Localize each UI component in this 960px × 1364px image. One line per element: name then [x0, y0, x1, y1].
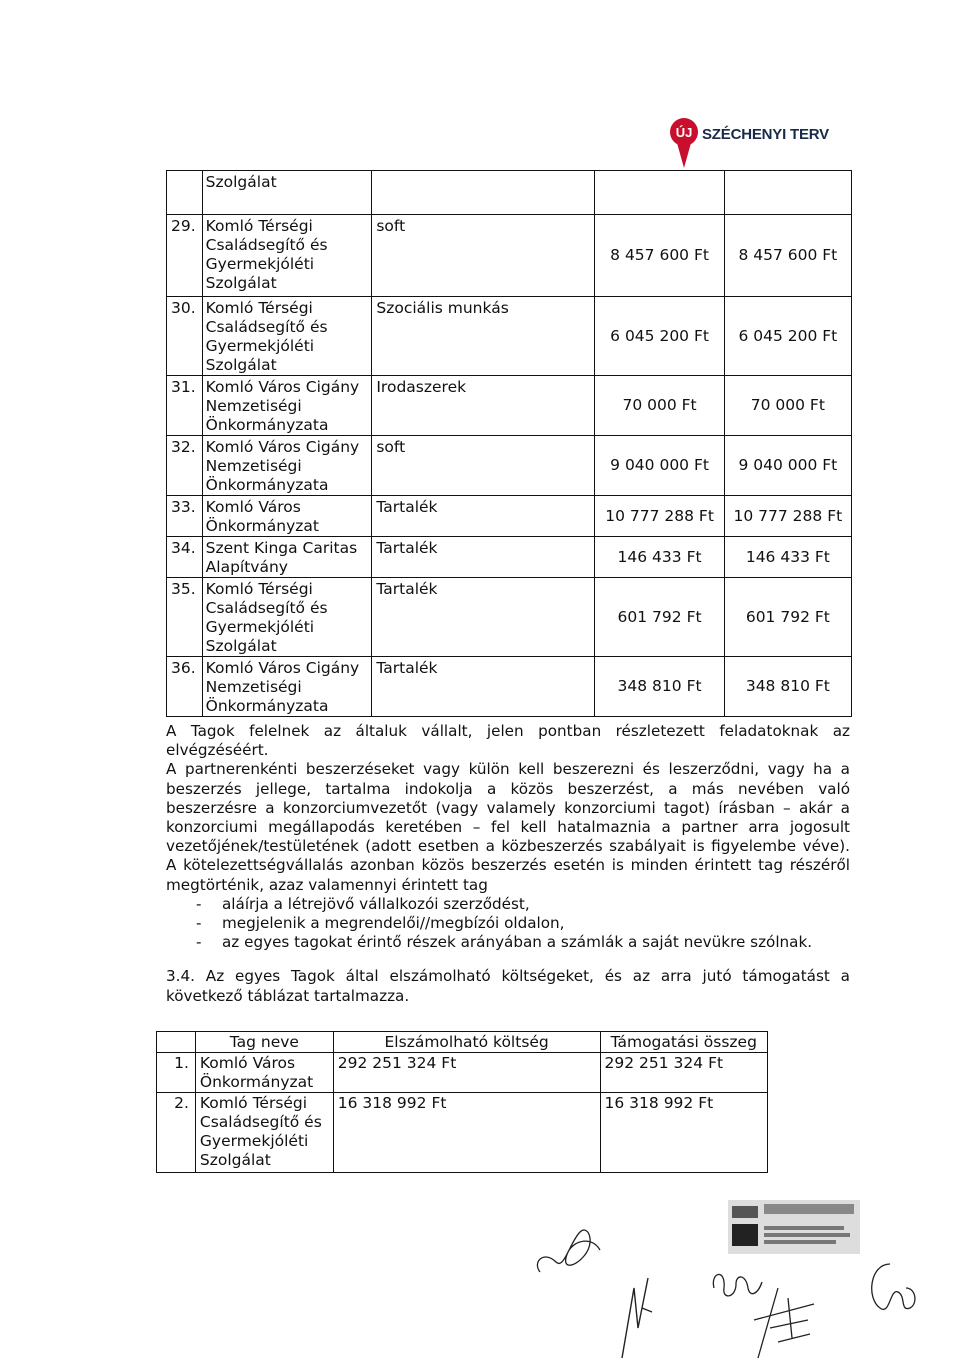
- body-text: [166, 722, 850, 1006]
- member-costs-table: [156, 1031, 768, 1173]
- row-number: 34.: [167, 537, 203, 578]
- paragraph-responsibility: A Tagok felelnek az általuk vállalt, jelen pontban részletezett feladatoknak az elvégzéséért.: [166, 722, 850, 760]
- support-amount: 146 433 Ft: [724, 537, 851, 578]
- row-number: 33.: [167, 496, 203, 537]
- eligible-cost: 348 810 Ft: [595, 657, 724, 717]
- table-row: [167, 496, 852, 537]
- table-row: [167, 578, 852, 657]
- signature-4: [748, 1268, 820, 1364]
- official-stamp-image: [728, 1200, 860, 1254]
- support-amount: 8 457 600 Ft: [724, 215, 851, 297]
- table-row: 2. Komló Térségi Családsegítő és Gyermekjóléti Szolgálat 16 318 992 Ft 16 318 992 Ft: [157, 1093, 768, 1173]
- szechenyi-terv-logo: [668, 112, 868, 172]
- row-number: 29.: [167, 215, 203, 297]
- eligible-cost: 10 777 288 Ft: [595, 496, 724, 537]
- signature-1: [530, 1222, 610, 1294]
- eligible-cost: 6 045 200 Ft: [595, 297, 724, 376]
- support-amount: 16 318 992 Ft: [600, 1093, 767, 1173]
- cost-item: Szociális munkás: [372, 297, 595, 376]
- table-header-row: [157, 1032, 768, 1053]
- row-number: 36.: [167, 657, 203, 717]
- member-name: Komló Város Cigány Nemzetiségi Önkormányzata: [202, 436, 372, 496]
- support-amount: 601 792 Ft: [724, 578, 851, 657]
- members-items-table: [166, 170, 852, 717]
- list-item: - megjelenik a megrendelői//megbízói oldalon,: [196, 914, 565, 933]
- row-number: 30.: [167, 297, 203, 376]
- cost-item: Tartalék: [372, 657, 595, 717]
- logo-badge-text: ÚJ: [675, 125, 693, 140]
- support-amount: 70 000 Ft: [724, 376, 851, 436]
- support-amount: 6 045 200 Ft: [724, 297, 851, 376]
- support-amount: 9 040 000 Ft: [724, 436, 851, 496]
- signature-2: [612, 1268, 662, 1364]
- member-name: Komló Város Cigány Nemzetiségi Önkormányzata: [202, 376, 372, 436]
- eligible-cost: 16 318 992 Ft: [333, 1093, 600, 1173]
- cost-item: soft: [372, 436, 595, 496]
- support-amount: 292 251 324 Ft: [600, 1053, 767, 1093]
- member-name: Komló Térségi Családsegítő és Gyermekjóléti Szolgálat: [195, 1093, 333, 1173]
- obligations-list: [166, 895, 850, 953]
- list-item: - az egyes tagokat érintő részek arányában a számlák a saját nevükre szólnak.: [196, 933, 813, 952]
- signature-5: [860, 1258, 924, 1318]
- support-amount: 10 777 288 Ft: [724, 496, 851, 537]
- member-name: Komló Térségi Családsegítő és Gyermekjóléti Szolgálat: [202, 215, 372, 297]
- table-row: [167, 657, 852, 717]
- row-number: 31.: [167, 376, 203, 436]
- paragraph-procurement: A partnerenkénti beszerzéseket vagy külön kell beszerezni és leszerződni, vagy ha a beszerzés jellege, tartalma indokolja a közös beszerzést, a más nevében való beszerzésre a konzorciumvezetőt (vagy valamely konzorciumi tagot) írásban – akár a konzorciumi megállapodás keretében – fel kell hatalmaznia a partner arra jogosult vezetőjének/testületének (adott esetben a közbeszerzés szabályait is figyelembe véve). A kötelezettségvállalás azonban közös beszerzés esetén is minden érintett tag részéről megtörténik, azaz valamennyi érintett tag: [166, 760, 850, 894]
- eligible-cost: 8 457 600 Ft: [595, 215, 724, 297]
- cost-item: Tartalék: [372, 537, 595, 578]
- eligible-cost: 292 251 324 Ft: [333, 1053, 600, 1093]
- table-cell-name: Szolgálat: [202, 171, 372, 215]
- table-row: [167, 297, 852, 376]
- table-row: [167, 537, 852, 578]
- header-support-amount: Támogatási összeg: [600, 1032, 767, 1053]
- member-name: Komló Város Önkormányzat: [195, 1053, 333, 1093]
- table-row: 1. Komló Város Önkormányzat 292 251 324 Ft 292 251 324 Ft: [157, 1053, 768, 1093]
- cost-item: Irodaszerek: [372, 376, 595, 436]
- member-name: Komló Város Önkormányzat: [202, 496, 372, 537]
- list-item: - aláírja a létrejövő vállalkozói szerződést,: [196, 894, 530, 913]
- table-row: [167, 171, 852, 215]
- logo-text: SZÉCHENYI TERV: [702, 126, 829, 143]
- row-number: 35.: [167, 578, 203, 657]
- eligible-cost: 601 792 Ft: [595, 578, 724, 657]
- header-member-name: Tag neve: [195, 1032, 333, 1053]
- eligible-cost: 146 433 Ft: [595, 537, 724, 578]
- header-eligible-cost: Elszámolható költség: [333, 1032, 600, 1053]
- member-name: Komló Térségi Családsegítő és Gyermekjóléti Szolgálat: [202, 578, 372, 657]
- paragraph-section-3-4: 3.4. Az egyes Tagok által elszámolható költségeket, és az arra jutó támogatást a következő táblázat tartalmazza.: [166, 967, 850, 1005]
- row-number: 32.: [167, 436, 203, 496]
- eligible-cost: 9 040 000 Ft: [595, 436, 724, 496]
- eligible-cost: 70 000 Ft: [595, 376, 724, 436]
- table-row: [167, 376, 852, 436]
- support-amount: 348 810 Ft: [724, 657, 851, 717]
- cost-item: soft: [372, 215, 595, 297]
- member-name: Szent Kinga Caritas Alapítvány: [202, 537, 372, 578]
- cost-item: Tartalék: [372, 578, 595, 657]
- table-row: [167, 215, 852, 297]
- member-name: Komló Térségi Családsegítő és Gyermekjóléti Szolgálat: [202, 297, 372, 376]
- table-row: [167, 436, 852, 496]
- cost-item: Tartalék: [372, 496, 595, 537]
- member-name: Komló Város Cigány Nemzetiségi Önkormányzata: [202, 657, 372, 717]
